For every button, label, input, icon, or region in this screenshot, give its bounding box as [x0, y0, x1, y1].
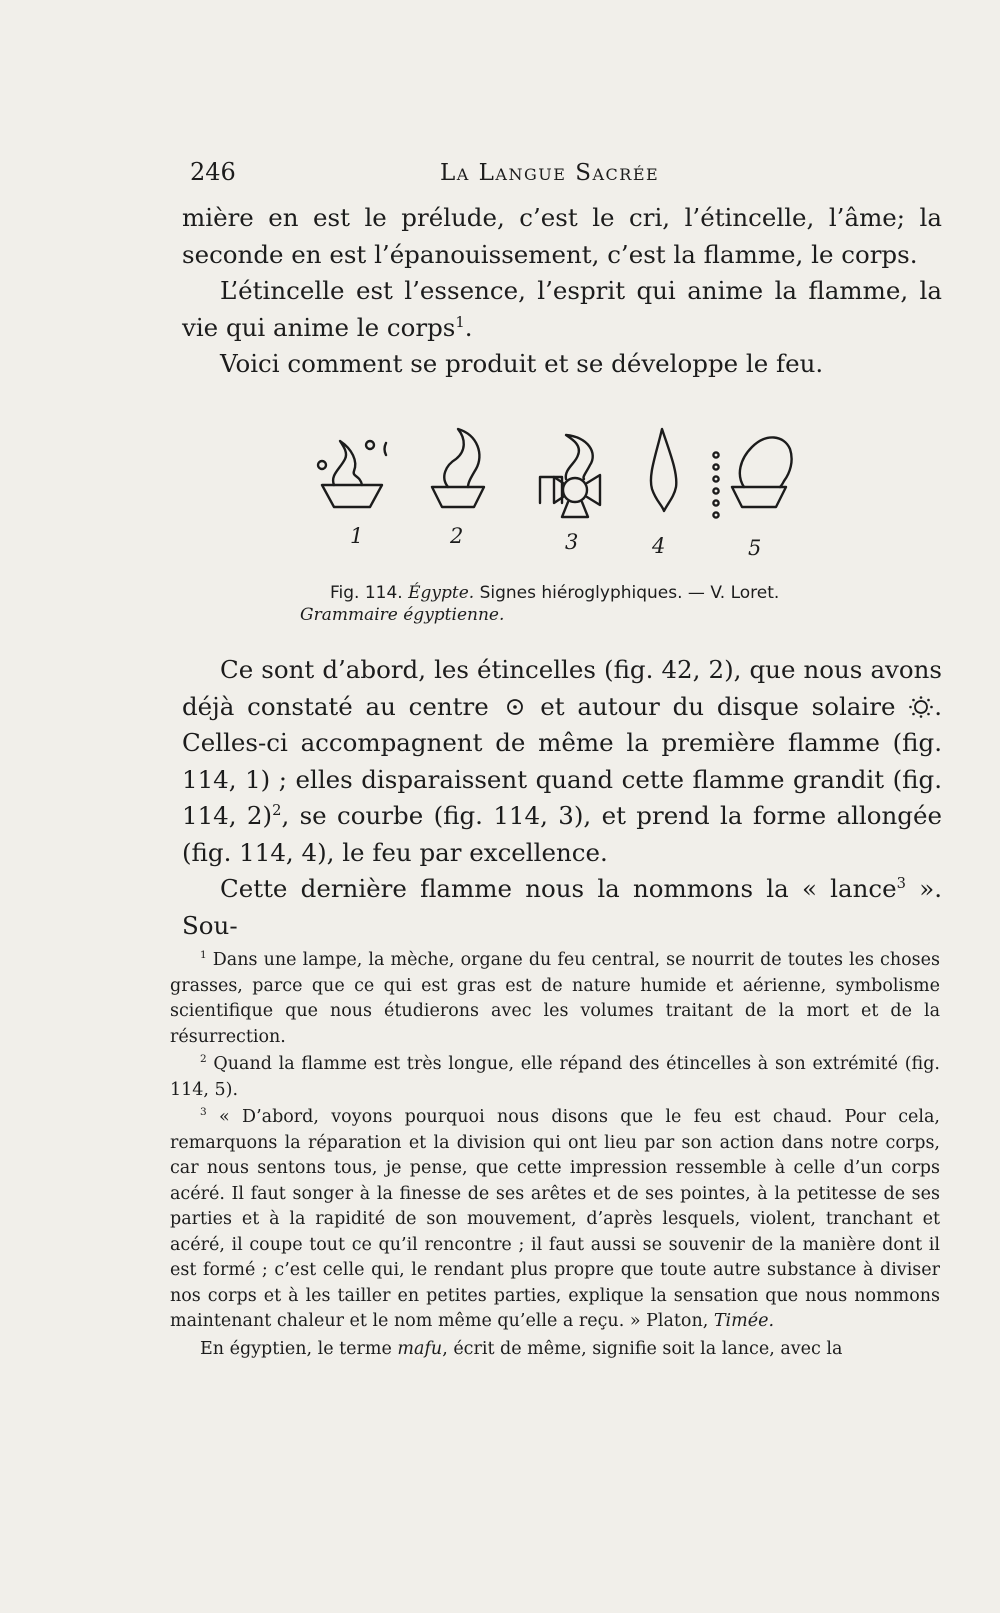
paragraph-4: Ce sont d’abord, les étincelles (fig. 42, 2), que nous avons déjà constaté au centre et autour du disque solaire . Celles-ci accompagnent de même la première flamme (fig. 114, 1) ; elles disparaissent quand cette flamme grandit (fig. 114, 2)$^2$, se courbe (fig. 114, 3), et prend la forme allongée (fig. 114, 4), le feu par excellence.: [182, 655, 943, 867]
figure-label-2: 2: [450, 524, 464, 548]
sign-3-curved-flame: [540, 435, 600, 517]
egyptian-term: mafu: [397, 1338, 443, 1359]
figure-label-1: 1: [350, 524, 364, 548]
sign-2-tall-flame: [432, 429, 484, 507]
page-header: [190, 158, 930, 194]
sign-4-elongated-flame: [651, 429, 676, 511]
main-text: [182, 652, 942, 944]
sun-dot-icon: [502, 696, 528, 718]
paragraph-5: Cette dernière flamme nous la nommons la « lance$^3$ ». Sou-: [182, 874, 942, 940]
footnotes: [170, 948, 940, 1364]
footnote-3: $^3$ « D’abord, voyons pourquoi nous disons que le feu est chaud. Pour cela, remarquons la réparation et la division qui ont lieu par son action dans notre corps, car nous sentons tous, je pense, que cette impression ressemble à celle d’un corps acéré. Il faut songer à la finesse de ses arêtes et de ses pointes, à la petitesse de ses parties et à la rapidité de son mouvement, d’après lesquels, violent, tranchant et acéré, il coupe tout ce qu’il rencontre ; il faut aussi se souvenir de la manière dont il est formé ; c’est celle qui, le rendant plus propre que toute autre substance à diviser nos corps et à les tailler en petites parties, explique la sensation que nous nommons maintenant chaleur et le nom même qu’elle a reçu. » Platon, Timée.: [170, 1106, 940, 1331]
paragraph-2: L’étincelle est l’essence, l’esprit qui anime la flamme, la vie qui anime le corps$^1$.: [182, 276, 942, 342]
sun-disc-sparks-icon: [908, 696, 934, 718]
paragraph-3: Voici comment se produit et se développe le feu.: [220, 349, 824, 378]
sign-1-small-flame: [318, 441, 386, 507]
cited-work: Timée.: [713, 1311, 775, 1331]
paragraph-1: mière en est le prélude, c’est le cri, l’étincelle, l’âme; la seconde en est l’épanouissement, c’est la flamme, le corps.: [182, 203, 942, 269]
footnote-ref-1: 1: [455, 313, 465, 331]
footnote-ref-3: 3: [896, 874, 906, 892]
running-title: La Langue Sacrée: [440, 160, 660, 186]
figure-label-3: 3: [565, 530, 579, 554]
caption-book-title: Grammaire égyptienne.: [300, 605, 505, 625]
opening-text: [182, 200, 942, 383]
footnote-2: $^2$ Quand la flamme est très longue, elle répand des étincelles à son extrémité (fig. 114, 5).: [170, 1053, 940, 1100]
figure-caption: Fig. 114. Égypte. Signes hiéroglyphiques. — V. Loret. Grammaire égyptienne.: [300, 583, 780, 625]
footnote-ref-2: 2: [272, 801, 282, 819]
hieroglyph-figure: [300, 425, 860, 570]
hieroglyph-signs: [300, 425, 860, 570]
sign-5-long-flame-sparks: [713, 437, 791, 517]
footnote-3-continued: En égyptien, le terme mafu, écrit de même, signifie soit la lance, avec la: [200, 1338, 843, 1359]
figure-label-4: 4: [652, 534, 666, 558]
figure-label-5: 5: [748, 536, 762, 560]
footnote-1: $^1$ Dans une lampe, la mèche, organe du feu central, se nourrit de toutes les choses grasses, parce que ce qui est gras est de nature humide et aérienne, symbolisme scientifique que nous étudierons avec les volumes traitant de la mort et de la résurrection.: [170, 949, 940, 1047]
caption-place: Égypte.: [408, 583, 475, 603]
page-number: 246: [190, 158, 236, 186]
